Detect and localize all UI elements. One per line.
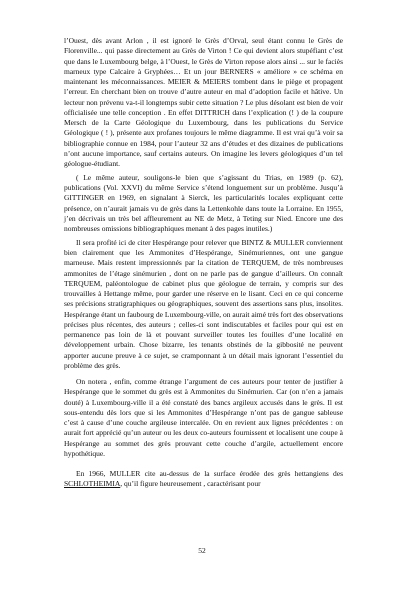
body-text <box>64 36 343 493</box>
paragraph-3: Il sera profité ici de citer Hespérange pour relever que BINTZ & MULLER conviennent bien clairement que les Ammonites d’Hespérange, Sinémuriennes, ont une gangue marneuse. Mais restent impressionnés par la citation de TERQUEM, de très nombreuses ammonites de l’étage sinémurien , dont on ne parle pas de gangue d’ailleurs. On connaît TERQUEM, paléontologue de cabinet plus que géologue de terrain, y compris sur des trouvailles à Hettange même, pour garder une réserve en le lisant. Ceci en ce qui concerne ses précisions stratigraphiques ou géographiques, souvent des assertions sans plus, insolites. Hespérange étant un faubourg de Luxembourg-ville, on aurait aimé très fort des observations précises plus récentes, des auteurs ; celles-ci sont indiscutables et faciles pour qui est en permanence pas loin de là et pouvant surveiller toutes les fouilles d’une localité en développement urbain. Chose bizarre, les tenants obstinés de la gibbosité ne peuvent apporter aucune preuve à ce sujet, se cramponnant à un détail mais ignorant l’essentiel du problème des grès. <box>64 237 344 370</box>
paragraph-2: ( Le même auteur, souligons-le bien que s’agissant du Trias, en 1989 (p. 62), publications (Vol. XXVI) du même Service s’étend longuement sur un problème. Jusqu’à GITTINGER en 1969, en signalant à Sierck, les particularités locales expliquant cette présence, on n’aurait jamais vu de grès dans la Lettenkohle dans toute la Lorraine. En 1955, j’en décrivais un très bel affleurement au NE de Metz, à Teting sur Nied. Encore une des nombreuses omissions bibliographiques menant à des pages inutiles.) <box>64 172 343 233</box>
paragraph-4: On notera , enfin, comme étrange l’argument de ces auteurs pour tenter de justifier à Hespérange que le sommet du grès est à Ammonites du Sinémurien. Car (on n’en a jamais douté) à Luxembourg-ville il a été constaté des bancs argileux accusés dans le grès. Il est sous-entendu dès lors que si les Ammonites d’Hespérange n’ont pas de gangue sableuse c’est à cause d’une couche argileuse intercalée. On en revient aux lignes précédentes : on aurait fort apprécié qu’un auteur ou les deux co-auteurs fournissent et localisent une coupe à Hespérange au sommet des grès prouvant cette couche d’argile, actuellement encore hypothétique. <box>64 377 343 458</box>
paragraph-1: l’Ouest, dès avant Arlon , il est ignoré le Grès d’Orval, seul étant connu le Grès de Florenville... qui passe directement au Grès de Virton ! Ce qui devient alors stupéfiant c’est que dans le Luxembourg belge, à l’Ouest, le Grès de Virton repose alors ainsi ... sur le faciès marneux type Calcaire à Gryphées… Et un jour BERNERS « améliore » ce schéma en maintenant les méconnaissances. MEIER & MEIERS tombent dans le piège et propagent l’erreur. En cherchant bien on trouve d’autre auteur en mal d’adoption facile et hâtive. Un lecteur non prévenu va-t-il longtemps subir cette situation ? Le plus désolant est bien de voir officialisée une telle conception . En effet DITTRICH dans l’explication (! ) de la coupure Mersch de la Carte Géologique du Luxembourg, dans les publications du Service Géologique ( ! ), présente aux profanes toujours le même diagramme. Il est vrai qu’à voir sa bibliographie connue en 1984, pour l’auteur 32 ans d’études et des dizaines de publications n’ont aucune importance, sauf certains auteurs. On imagine les levers géologiques d’un tel géologue-étudiant. <box>64 36 343 168</box>
paragraph-5-end: , qu’il figure heureusement , caractérisant pour <box>120 479 261 489</box>
paragraph-5-start: En 1966, MULLER cite au-dessus de la surface érodée des grès hettangiens des <box>76 469 343 478</box>
page-number: 52 <box>198 546 206 555</box>
paragraph-5 <box>64 469 343 490</box>
genus-name-underlined: SCHLOTHEIMIA <box>64 479 121 489</box>
